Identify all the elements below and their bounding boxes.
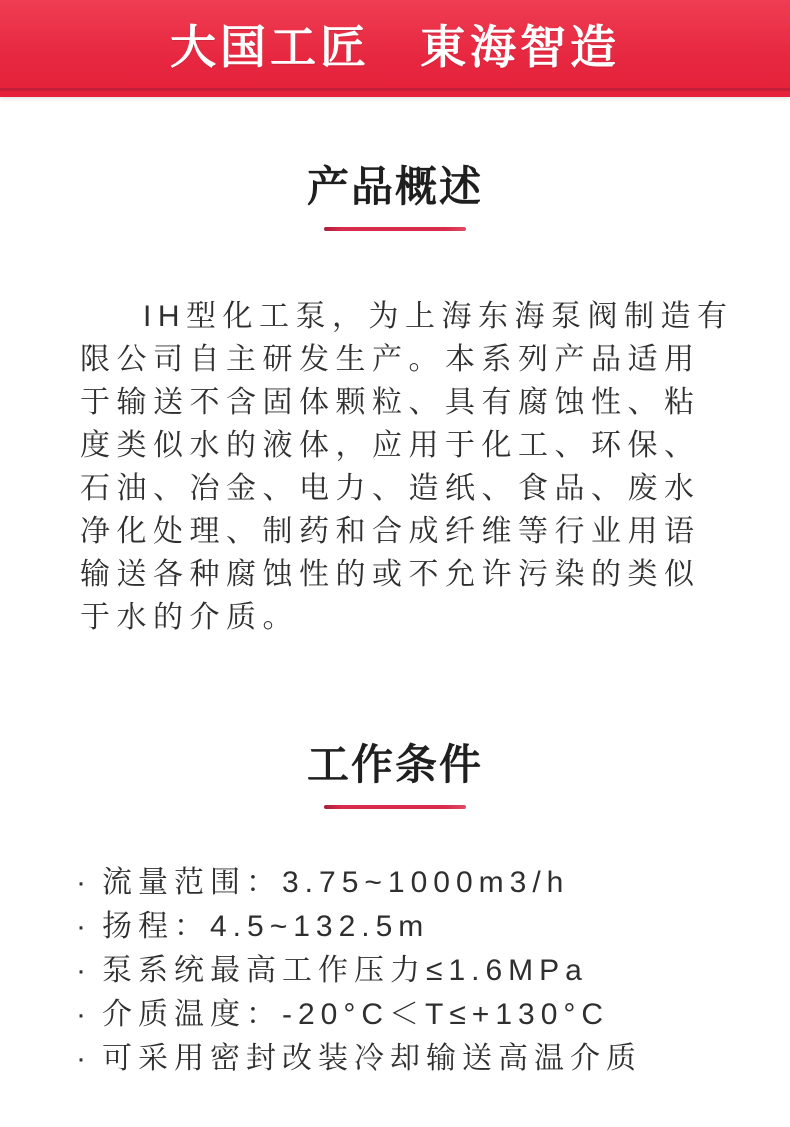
condition-text: 泵系统最高工作压力≤1.6MPa [102, 954, 588, 987]
overview-title-underline [324, 227, 466, 231]
conditions-title-underline [324, 805, 466, 809]
section-overview [0, 161, 790, 639]
bullet-icon: · [76, 866, 86, 899]
condition-item [76, 1037, 750, 1081]
bullet-icon: · [76, 1042, 86, 1075]
top-banner [0, 0, 790, 97]
conditions-list [0, 861, 790, 1081]
condition-text: 介质温度：-20°C＜T≤+130°C [102, 998, 610, 1031]
condition-text: 扬程：4.5~132.5m [102, 910, 430, 943]
paragraph-line: 石油、冶金、电力、造纸、食品、废水 [80, 472, 701, 505]
bullet-icon: · [76, 954, 86, 987]
bullet-icon: · [76, 910, 86, 943]
condition-item [76, 905, 750, 949]
paragraph-line: 于输送不含固体颗粒、具有腐蚀性、粘 [80, 386, 701, 419]
overview-paragraph [80, 295, 734, 639]
banner-title: 大国工匠 東海智造 [170, 20, 620, 73]
condition-text: 流量范围：3.75~1000m3/h [102, 866, 570, 899]
condition-item [76, 861, 750, 905]
paragraph-line: 度类似水的液体，应用于化工、环保、 [80, 429, 701, 462]
overview-section-title: 产品概述 [306, 163, 483, 210]
conditions-section-title: 工作条件 [306, 741, 483, 788]
paragraph-line: 输送各种腐蚀性的或不允许污染的类似 [80, 558, 701, 591]
paragraph-line: 限公司自主研发生产。本系列产品适用 [80, 343, 701, 376]
bullet-icon: · [76, 998, 86, 1031]
condition-item [76, 993, 750, 1037]
paragraph-line: 净化处理、制药和合成纤维等行业用语 [80, 515, 701, 548]
paragraph-line: IH型化工泵，为上海东海泵阀制造有 [143, 300, 734, 333]
paragraph-line: 于水的介质。 [80, 601, 299, 634]
condition-text: 可采用密封改装冷却输送高温介质 [102, 1042, 642, 1075]
section-working-conditions [0, 739, 790, 1081]
condition-item [76, 949, 750, 993]
